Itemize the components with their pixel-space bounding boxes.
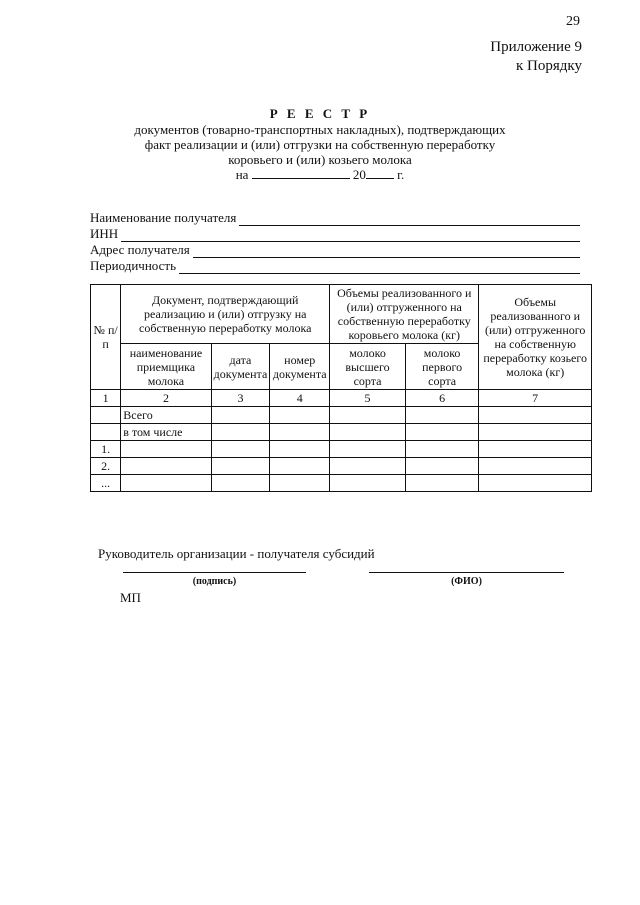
header-receiver-name: наименование приемщика молока bbox=[121, 344, 211, 390]
table-cell[interactable] bbox=[479, 475, 592, 492]
field-label: Периодичность bbox=[90, 258, 177, 273]
table-cell[interactable] bbox=[121, 441, 211, 458]
field-recipient-address bbox=[90, 242, 580, 258]
header-cow-milk-group: Объемы реализованного и (или) отгруженного на собственную переработку коровьего молока (кг) bbox=[330, 285, 479, 344]
header-top-grade-milk: молоко высшего сорта bbox=[330, 344, 406, 390]
year-prefix: 20 bbox=[352, 167, 366, 182]
field-blank[interactable] bbox=[239, 214, 580, 226]
table-cell[interactable] bbox=[211, 407, 270, 424]
table-cell[interactable] bbox=[211, 441, 270, 458]
date-line bbox=[0, 166, 640, 183]
field-blank[interactable] bbox=[193, 246, 580, 258]
table-cell[interactable] bbox=[479, 458, 592, 475]
field-recipient-name bbox=[90, 210, 580, 226]
appendix-reference bbox=[490, 38, 582, 76]
header-num: № п/п bbox=[91, 285, 121, 390]
date-prefix: на bbox=[235, 167, 249, 182]
table-row bbox=[91, 441, 592, 458]
appendix-line-2: к Порядку bbox=[516, 58, 582, 74]
field-inn bbox=[90, 226, 580, 242]
date-blank[interactable] bbox=[252, 166, 350, 179]
column-number: 2 bbox=[121, 390, 211, 407]
table-cell[interactable] bbox=[211, 424, 270, 441]
table-cell[interactable] bbox=[479, 424, 592, 441]
header-goat-milk-group: Объемы реализованного и (или) отгруженного на собственную переработку козьего молока (кг) bbox=[479, 285, 592, 390]
column-number: 3 bbox=[211, 390, 270, 407]
table-cell[interactable] bbox=[270, 458, 330, 475]
header-document-date: дата документа bbox=[211, 344, 270, 390]
row-num bbox=[91, 424, 121, 441]
field-label: ИНН bbox=[90, 226, 119, 241]
page-number: 29 bbox=[566, 14, 580, 29]
column-number: 7 bbox=[479, 390, 592, 407]
table-cell[interactable] bbox=[211, 458, 270, 475]
date-suffix: г. bbox=[397, 167, 405, 182]
table-cell[interactable] bbox=[330, 458, 406, 475]
table-cell[interactable] bbox=[330, 424, 406, 441]
recipient-fields bbox=[90, 210, 580, 274]
table-cell[interactable] bbox=[330, 407, 406, 424]
header-document-group: Документ, подтверждающий реализацию и (или) отгрузку на собственную переработку молока bbox=[121, 285, 330, 344]
row-total-label: Всего bbox=[121, 407, 211, 424]
field-blank[interactable] bbox=[121, 230, 580, 242]
table-cell[interactable] bbox=[270, 441, 330, 458]
row-num: 2. bbox=[91, 458, 121, 475]
stamp-place-label: МП bbox=[120, 590, 141, 605]
signature-caption: (подпись) bbox=[192, 576, 237, 587]
document-title: Р Е Е С Т Р bbox=[269, 106, 371, 121]
table-cell[interactable] bbox=[270, 424, 330, 441]
document-subtitle bbox=[0, 122, 640, 167]
row-num bbox=[91, 407, 121, 424]
table-cell[interactable] bbox=[211, 475, 270, 492]
subtitle-line-1: документов (товарно-транспортных накладных), подтверждающих bbox=[134, 122, 506, 137]
table-cell[interactable] bbox=[121, 458, 211, 475]
table-row bbox=[91, 424, 592, 441]
column-number: 6 bbox=[405, 390, 479, 407]
registry-table bbox=[90, 284, 592, 492]
column-number: 4 bbox=[270, 390, 330, 407]
field-label: Адрес получателя bbox=[90, 242, 190, 257]
appendix-line-1: Приложение 9 bbox=[490, 39, 582, 55]
header-first-grade-milk: молоко первого сорта bbox=[405, 344, 479, 390]
full-name-line[interactable] bbox=[369, 572, 564, 573]
table-cell[interactable] bbox=[479, 407, 592, 424]
table-cell[interactable] bbox=[121, 475, 211, 492]
column-number: 1 bbox=[91, 390, 121, 407]
table-cell[interactable] bbox=[330, 475, 406, 492]
row-num: 1. bbox=[91, 441, 121, 458]
table-row bbox=[91, 475, 592, 492]
table-cell[interactable] bbox=[405, 441, 479, 458]
year-blank[interactable] bbox=[366, 166, 394, 179]
table-cell[interactable] bbox=[270, 475, 330, 492]
table-cell[interactable] bbox=[405, 458, 479, 475]
table-cell[interactable] bbox=[270, 407, 330, 424]
table-cell[interactable] bbox=[330, 441, 406, 458]
table-cell[interactable] bbox=[405, 424, 479, 441]
table-cell[interactable] bbox=[405, 407, 479, 424]
subtitle-line-3: коровьего и (или) козьего молока bbox=[228, 152, 412, 167]
field-label: Наименование получателя bbox=[90, 210, 237, 225]
signatory-label: Руководитель организации - получателя субсидий bbox=[98, 546, 375, 561]
table-cell[interactable] bbox=[479, 441, 592, 458]
full-name-caption: (ФИО) bbox=[451, 576, 482, 587]
signature-line[interactable] bbox=[123, 572, 306, 573]
field-blank[interactable] bbox=[179, 262, 580, 274]
subtitle-line-2: факт реализации и (или) отгрузки на собственную переработку bbox=[144, 137, 496, 152]
table-cell[interactable] bbox=[405, 475, 479, 492]
header-document-number: номер документа bbox=[270, 344, 330, 390]
row-num: ... bbox=[91, 475, 121, 492]
field-periodicity bbox=[90, 258, 580, 274]
row-including-label: в том числе bbox=[121, 424, 211, 441]
table-row bbox=[91, 407, 592, 424]
column-number: 5 bbox=[330, 390, 406, 407]
table-row bbox=[91, 458, 592, 475]
